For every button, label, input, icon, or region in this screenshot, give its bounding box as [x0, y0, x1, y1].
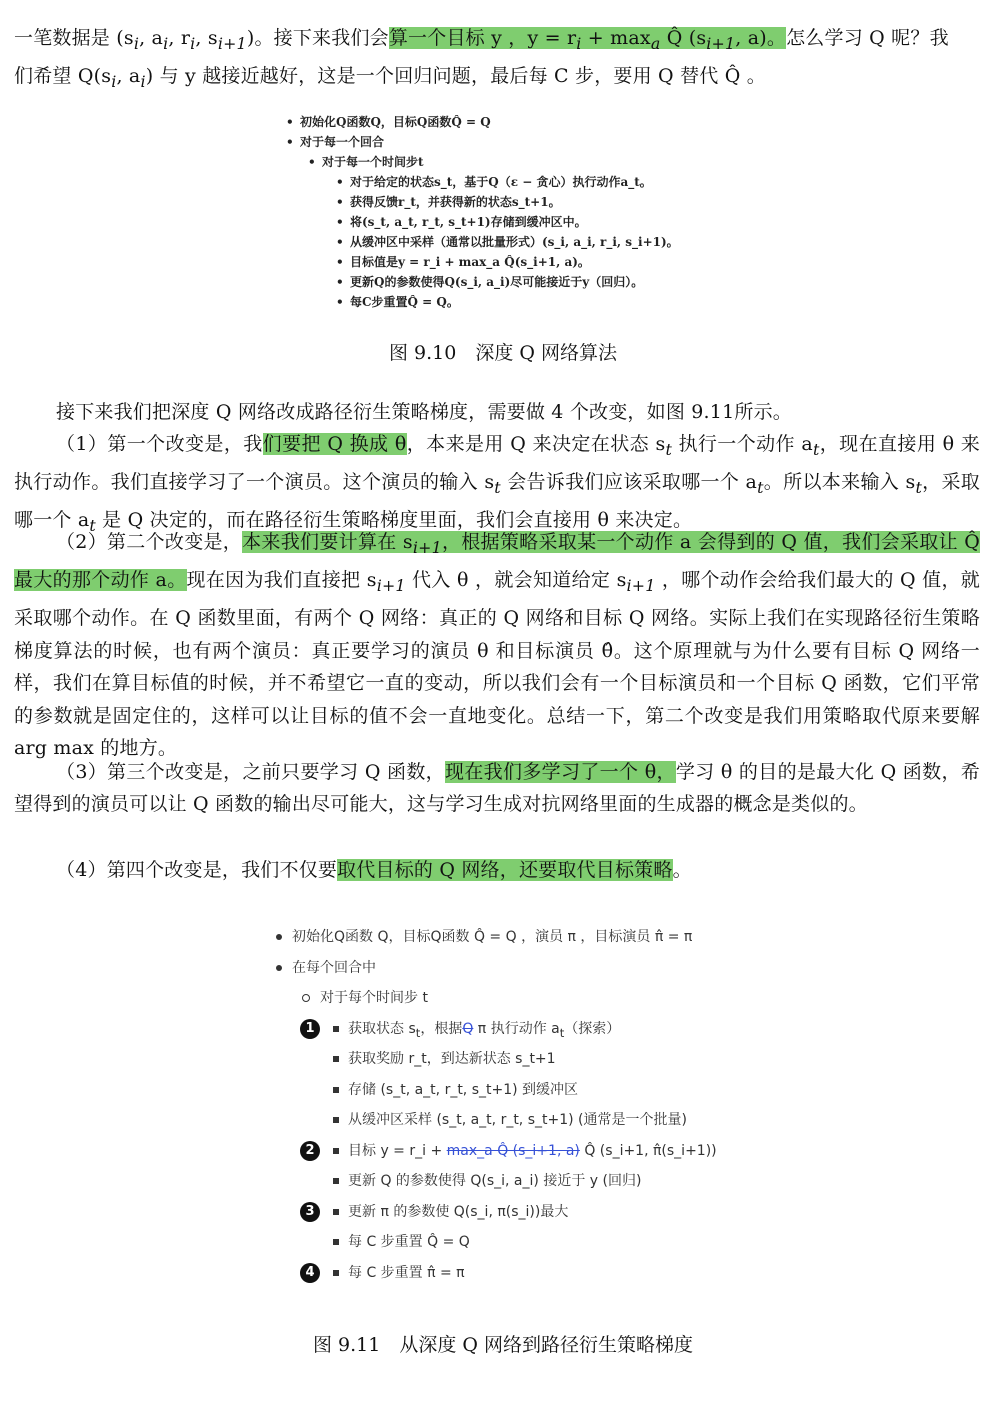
text: , a: [139, 27, 164, 49]
text: ，本来是用 Q 来决定在状态 s: [406, 433, 666, 455]
text: i: [576, 33, 582, 53]
text: ，采取哪一个 a: [14, 471, 980, 532]
text: t: [812, 439, 820, 459]
text: t: [89, 516, 96, 536]
algo-row: [270, 1262, 465, 1284]
text: , a)。: [735, 27, 787, 49]
text: （3）第三个改变是，之前只要学习 Q 函数，: [56, 761, 445, 783]
text: 获取状态 s: [348, 1021, 416, 1037]
bullet-dot: [276, 965, 282, 971]
algo-row: [270, 926, 692, 948]
algo-line: • 从缓冲区中采样（通常以批量形式）(s_i, a_i, r_i, s_i+1)。: [350, 232, 679, 252]
text: 存储 (s_t, a_t, r_t, s_t+1) 到缓冲区: [348, 1082, 579, 1098]
figure-caption: 图 9.11 从深度 Q 网络到路径衍生策略梯度: [312, 1334, 693, 1356]
step-badge-3: 3: [300, 1202, 320, 1222]
algo-line: • 对于给定的状态s_t，基于Q（ε − 贪心）执行动作a_t。: [350, 172, 652, 192]
text: t: [915, 478, 922, 497]
algo-row: [270, 987, 428, 1009]
highlight: 们要把 Q 换成 θ: [262, 433, 407, 455]
algo-line: • 对于每一个回合: [300, 132, 384, 152]
text: i+1: [626, 576, 656, 595]
text: 怎么学习 Q 呢？我: [786, 27, 949, 49]
text: 在每个回合中: [292, 960, 376, 976]
text: , s: [195, 27, 218, 49]
text: 算一个目标 y ，y = r: [388, 27, 577, 49]
text: a: [650, 33, 661, 53]
text: 初始化Q函数 Q，目标Q函数 Q̂ = Q ，演员 π ，目标演员 π̂ = π: [292, 929, 693, 945]
text: 会告诉我们应该采取哪一个 a: [500, 471, 758, 494]
bullet-square: [333, 1270, 339, 1276]
text: 从缓冲区采样 (s_t, a_t, r_t, s_t+1) (通常是一个批量): [348, 1112, 687, 1128]
text: i: [140, 72, 146, 91]
top-paragraph: [14, 22, 980, 98]
bullet-dot: [276, 934, 282, 940]
text: 目标 y = r_i +: [348, 1143, 447, 1159]
text: 一笔数据是 (s: [14, 27, 134, 49]
text: 对于每个时间步 t: [320, 990, 428, 1006]
paragraph-intro: 接下来我们把深度 Q 网络改成路径衍生策略梯度，需要做 4 个改变，如图 9.11所示。: [56, 401, 792, 423]
text: （探索）: [564, 1021, 621, 1037]
text: 们希望 Q(s: [14, 65, 112, 88]
text: )。接下来我们会: [246, 27, 389, 49]
bullet-ring: [302, 994, 310, 1002]
text: 代入 θ ，就会知道给定 s: [405, 569, 627, 592]
text: ，根据: [420, 1021, 463, 1037]
paragraph-change-2: [14, 526, 980, 764]
algo-row: [270, 1140, 717, 1162]
step-badge-2: 2: [300, 1141, 320, 1161]
bullet-square: [333, 1087, 339, 1093]
text: 执行一个动作 a: [672, 433, 813, 455]
algo-line: • 目标值是y = r_i + max_a Q̂(s_i+1, a)。: [350, 252, 590, 272]
algo-line: • 每C步重置Q̂ = Q。: [350, 292, 459, 312]
text: 更新 Q 的参数使得 Q(s_i, a_i) 接近于 y (回归): [348, 1173, 642, 1189]
highlight: 现在我们多学习了一个 θ，: [445, 761, 676, 783]
text: t: [559, 1025, 565, 1040]
step-badge-4: 4: [300, 1263, 320, 1283]
text: ，根据策略采取某一个动作 a 会得到的 Q 值，我们会采取让 Q̂ 最大的那个动作 a。: [14, 531, 980, 592]
text: i: [190, 33, 196, 53]
text: , a: [116, 65, 141, 88]
text: 。: [672, 859, 692, 881]
algo-row: [270, 1201, 568, 1223]
algo-line: • 对于每一个时间步t: [322, 152, 424, 172]
paragraph-change-3: [14, 756, 980, 821]
text: Q̂ (s_i+1, π̂(s_i+1)): [579, 1143, 717, 1159]
bullet-square: [333, 1209, 339, 1215]
text: t: [665, 439, 673, 459]
text: ，哪个动作会给我们最大的 Q 值，就采取哪个动作。在 Q 函数里面，有两个 Q 网络：真正的 Q 网络和目标 Q 网络。实际上我们在实现路径衍生策略梯度算法的时候，也有两个演员：真正要学习的演员 θ 和目标演员 θ̂。这个原理就与为什么要有目标 Q 网络一样，我们在算目标值的时候，并不希望它一直的变动，所以我们会有一个目标演员和一个目标 Q 函数，它们平常的参数就是固定住的，这样可以让目标的值不会一直地变化。总结一下，第二个改变是我们用策略取代原来要解 arg max 的地方。: [14, 569, 981, 760]
text: i: [133, 33, 140, 53]
text: 是 Q 决定的，而在路径衍生策略梯度里面，我们会直接用 θ 来决定。: [95, 509, 693, 532]
text: ) 与 y 越接近越好，这是一个回归问题，最后每 C 步，要用 Q 替代 Q̂ 。: [145, 65, 766, 88]
paragraph-change-4: [14, 854, 980, 886]
algo-line: • 获得反馈r_t，并获得新的状态s_t+1。: [350, 192, 561, 212]
text: , r: [168, 27, 191, 49]
text: t: [757, 478, 764, 497]
text: Q̂ (s: [660, 27, 707, 49]
algo-row: [270, 957, 376, 979]
text: ，现在直接用 θ 来执行动作。我们直接学习了一个演员。这个演员的输入 s: [14, 433, 980, 494]
algo-line: • 将(s_t, a_t, r_t, s_t+1)存储到缓冲区中。: [350, 212, 587, 232]
text: 每 C 步重置 Q̂ = Q: [348, 1234, 470, 1250]
figure-caption: 图 9.10 深度 Q 网络算法: [388, 342, 617, 364]
text: t: [494, 478, 501, 497]
text: t: [415, 1025, 421, 1040]
text: 每 C 步重置 π̂ = π: [348, 1265, 465, 1281]
bullet-square: [333, 1239, 339, 1245]
step-badge-1: 1: [300, 1019, 320, 1039]
text: 本来我们要计算在 s: [242, 531, 413, 553]
struck-text: max_a Q̂ (s_i+1, a): [446, 1143, 580, 1159]
algo-row: [270, 1079, 578, 1101]
highlight: [388, 27, 787, 53]
algo-row: [270, 1170, 641, 1192]
algo-row: [270, 1109, 687, 1131]
bullet-square: [333, 1056, 339, 1062]
algo-row: [270, 1018, 620, 1040]
bullet-square: [333, 1178, 339, 1184]
bullet-square: [333, 1148, 339, 1154]
text: 获取奖励 r_t，到达新状态 s_t+1: [348, 1051, 556, 1067]
text: i+1: [706, 33, 736, 53]
text: i: [163, 33, 169, 53]
algo-line: • 初始化Q函数Q，目标Q函数Q̂ = Q: [300, 112, 491, 132]
text: i+1: [376, 576, 406, 595]
text: i+1: [217, 33, 247, 53]
algo-line: • 更新Q的参数使得Q(s_i, a_i)尽可能接近于y（回归）。: [350, 272, 643, 292]
struck-text: Q: [462, 1021, 474, 1037]
text: π 执行动作 a: [473, 1021, 560, 1037]
text: 。所以本来输入 s: [763, 471, 916, 494]
algo-row: [270, 1048, 556, 1070]
text: + max: [581, 27, 651, 49]
text: （4）第四个改变是，我们不仅要: [56, 859, 338, 881]
text: 更新 π 的参数使 Q(s_i, π(s_i))最大: [348, 1204, 569, 1220]
algo-row: [270, 1231, 470, 1253]
bullet-square: [333, 1026, 339, 1032]
text: i: [111, 72, 117, 91]
text: （2）第二个改变是，: [56, 531, 243, 553]
highlight: 取代目标的 Q 网络，还要取代目标策略: [337, 859, 673, 881]
text: 现在因为我们直接把 s: [186, 569, 377, 592]
bullet-square: [333, 1117, 339, 1123]
text: 学习 θ 的目的是最大化 Q 函数，希望得到的演员可以让 Q 函数的输出尽可能大，这与学习生成对抗网络里面的生成器的概念是类似的。: [14, 761, 980, 816]
text: i+1: [412, 537, 442, 557]
text: （1）第一个改变是，我: [56, 433, 263, 455]
